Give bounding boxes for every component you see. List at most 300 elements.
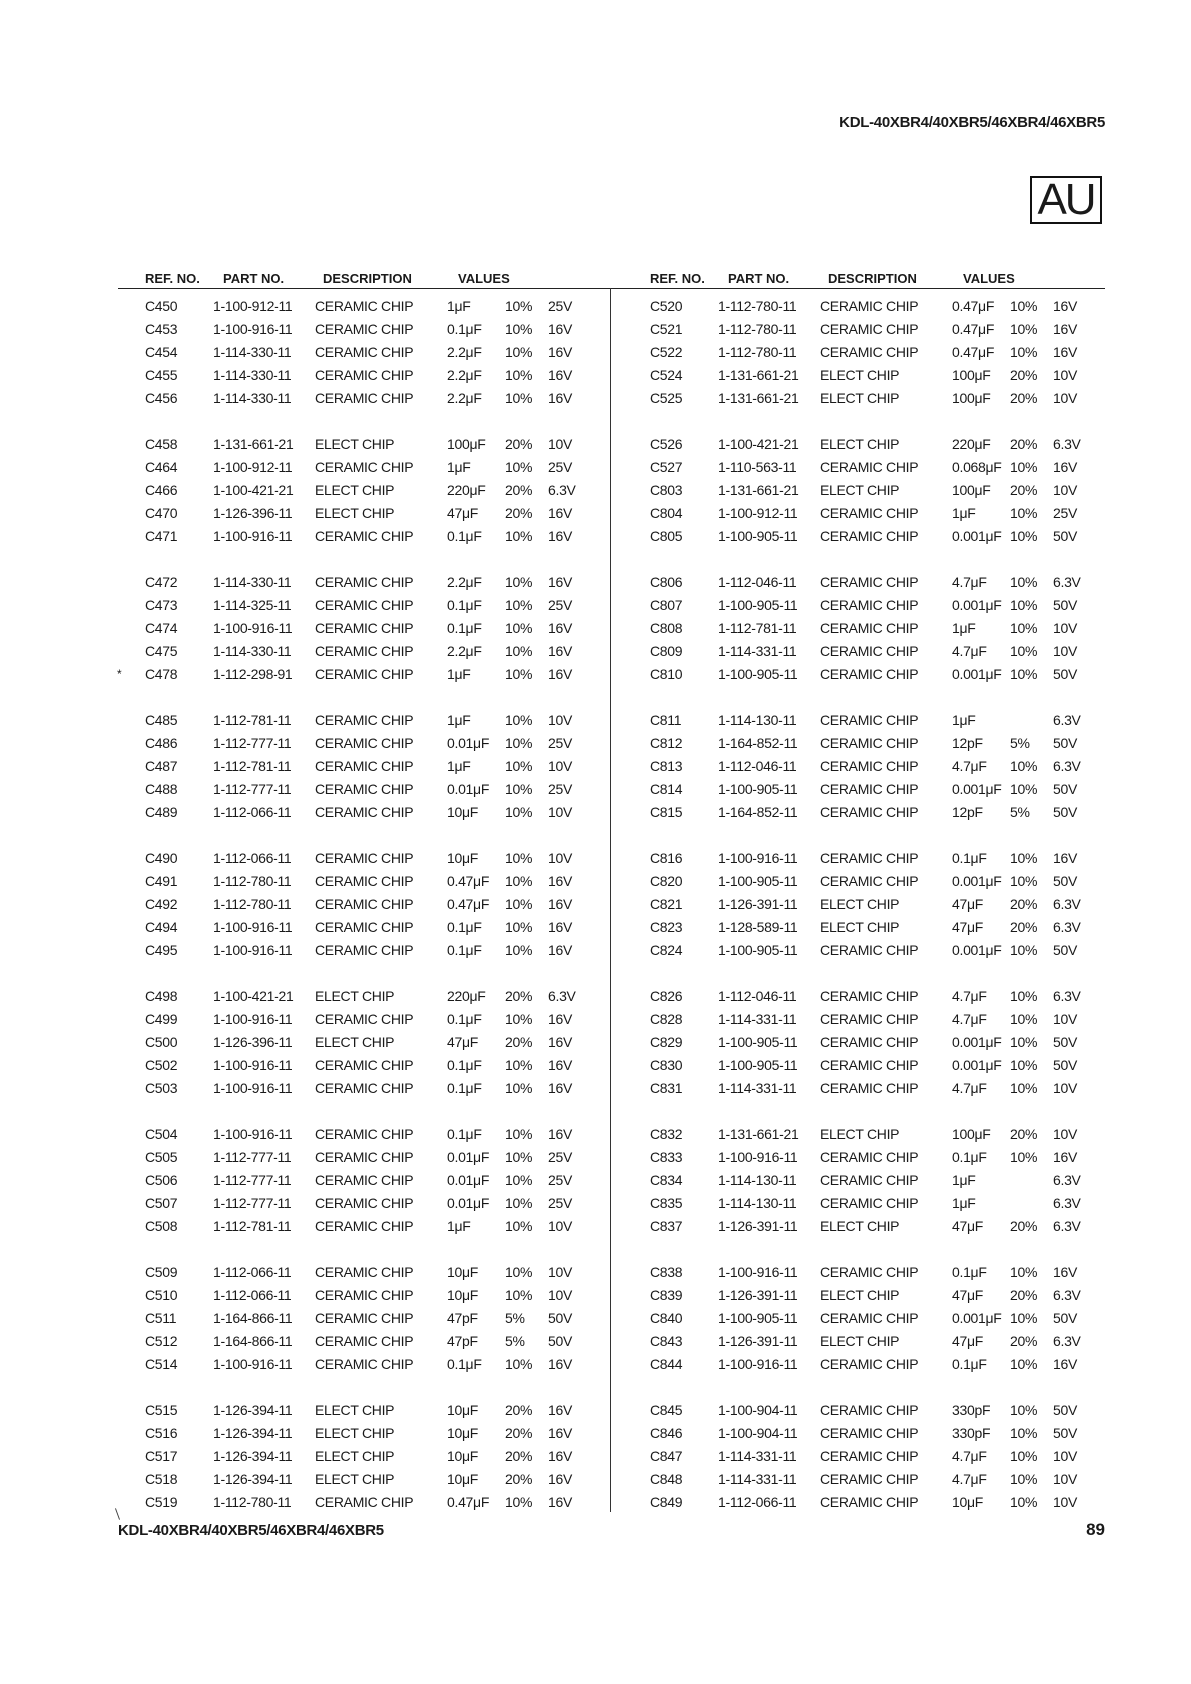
ref-no-cell: C811 <box>650 712 682 728</box>
part-no-cell: 1-126-396-11 <box>213 1034 293 1050</box>
tolerance-cell: 10% <box>505 597 533 613</box>
ref-no-cell: C803 <box>650 482 683 498</box>
value-cell: 2.2μF <box>447 367 482 383</box>
ref-no-cell: C472 <box>145 574 178 590</box>
voltage-cell: 6.3V <box>1053 574 1081 590</box>
description-cell: CERAMIC CHIP <box>820 298 919 314</box>
description-cell: CERAMIC CHIP <box>820 1149 919 1165</box>
table-row <box>145 1307 615 1330</box>
tolerance-cell: 10% <box>1010 1448 1038 1464</box>
part-no-cell: 1-100-905-11 <box>718 1310 798 1326</box>
ref-no-cell: C490 <box>145 850 178 866</box>
table-row <box>145 1123 615 1146</box>
value-cell: 0.1μF <box>447 1011 482 1027</box>
table-row <box>145 640 615 663</box>
ref-no-cell: C849 <box>650 1494 683 1510</box>
tolerance-cell: 10% <box>505 574 533 590</box>
voltage-cell: 50V <box>1053 1402 1078 1418</box>
description-cell: CERAMIC CHIP <box>315 1356 414 1372</box>
part-no-cell: 1-114-330-11 <box>213 367 292 383</box>
value-cell: 330pF <box>952 1402 991 1418</box>
part-no-cell: 1-112-781-11 <box>213 1218 292 1234</box>
table-row <box>650 801 1120 824</box>
part-no-cell: 1-112-066-11 <box>213 1264 292 1280</box>
ref-no-cell: C495 <box>145 942 178 958</box>
part-no-cell: 1-112-777-11 <box>213 1195 292 1211</box>
voltage-cell: 10V <box>1053 1126 1078 1142</box>
table-row <box>145 479 615 502</box>
part-no-cell: 1-126-394-11 <box>213 1471 293 1487</box>
value-cell: 47μF <box>447 505 478 521</box>
description-cell: CERAMIC CHIP <box>820 459 919 475</box>
description-cell: CERAMIC CHIP <box>820 942 919 958</box>
tolerance-cell: 10% <box>1010 873 1038 889</box>
description-cell: ELECT CHIP <box>820 1218 900 1234</box>
table-row <box>145 1054 615 1077</box>
table-row <box>650 1422 1120 1445</box>
voltage-cell: 16V <box>548 919 573 935</box>
description-cell: CERAMIC CHIP <box>820 1172 919 1188</box>
ref-no-cell: C519 <box>145 1494 178 1510</box>
description-cell: ELECT CHIP <box>315 436 395 452</box>
ref-no-cell: C474 <box>145 620 178 636</box>
part-no-cell: 1-131-661-21 <box>213 436 294 452</box>
part-group <box>145 1123 615 1238</box>
ref-no-cell: C843 <box>650 1333 683 1349</box>
description-cell: CERAMIC CHIP <box>315 1287 414 1303</box>
tolerance-cell: 10% <box>505 1218 533 1234</box>
value-cell: 2.2μF <box>447 390 482 406</box>
part-no-cell: 1-100-905-11 <box>718 666 798 682</box>
voltage-cell: 50V <box>1053 873 1078 889</box>
ref-no-cell: C478 <box>145 666 178 682</box>
value-cell: 10μF <box>447 1402 478 1418</box>
table-row <box>650 617 1120 640</box>
ref-no-cell: C830 <box>650 1057 683 1073</box>
table-row <box>145 1261 615 1284</box>
tolerance-cell: 10% <box>1010 666 1038 682</box>
table-row <box>145 1031 615 1054</box>
col-values-label: VALUES <box>963 271 1015 286</box>
value-cell: 2.2μF <box>447 344 482 360</box>
ref-no-cell: C502 <box>145 1057 178 1073</box>
value-cell: 10μF <box>447 1287 478 1303</box>
value-cell: 1μF <box>447 298 471 314</box>
ref-no-cell: C517 <box>145 1448 178 1464</box>
description-cell: CERAMIC CHIP <box>820 1034 919 1050</box>
part-group <box>145 847 615 962</box>
part-no-cell: 1-126-391-11 <box>718 1333 798 1349</box>
value-cell: 12pF <box>952 804 983 820</box>
description-cell: CERAMIC CHIP <box>315 528 414 544</box>
value-cell: 4.7μF <box>952 1471 987 1487</box>
description-cell: ELECT CHIP <box>820 896 900 912</box>
ref-no-cell: C491 <box>145 873 178 889</box>
table-row <box>145 1008 615 1031</box>
ref-no-cell: C466 <box>145 482 178 498</box>
voltage-cell: 25V <box>548 781 573 797</box>
description-cell: CERAMIC CHIP <box>820 1448 919 1464</box>
description-cell: CERAMIC CHIP <box>820 758 919 774</box>
table-row <box>650 1491 1120 1514</box>
value-cell: 0.1μF <box>447 620 482 636</box>
ref-no-cell: C527 <box>650 459 683 475</box>
description-cell: CERAMIC CHIP <box>315 1310 414 1326</box>
description-cell: CERAMIC CHIP <box>820 850 919 866</box>
ref-no-cell: C814 <box>650 781 683 797</box>
part-no-cell: 1-100-905-11 <box>718 873 798 889</box>
table-row <box>650 571 1120 594</box>
table-row <box>650 479 1120 502</box>
ref-no-cell: C518 <box>145 1471 178 1487</box>
table-row <box>145 1215 615 1238</box>
table-row <box>145 1169 615 1192</box>
voltage-cell: 50V <box>1053 1425 1078 1441</box>
ref-no-cell: C815 <box>650 804 683 820</box>
voltage-cell: 10V <box>548 712 573 728</box>
table-row <box>145 778 615 801</box>
tolerance-cell: 20% <box>1010 390 1038 406</box>
tolerance-cell: 5% <box>1010 735 1030 751</box>
description-cell: CERAMIC CHIP <box>820 643 919 659</box>
column-header-right <box>650 271 1120 287</box>
tolerance-cell: 10% <box>1010 1471 1038 1487</box>
value-cell: 0.01μF <box>447 735 490 751</box>
tolerance-cell: 20% <box>505 1471 533 1487</box>
description-cell: CERAMIC CHIP <box>315 643 414 659</box>
description-cell: CERAMIC CHIP <box>820 1011 919 1027</box>
description-cell: CERAMIC CHIP <box>820 1080 919 1096</box>
ref-no-cell: C505 <box>145 1149 178 1165</box>
voltage-cell: 10V <box>548 804 573 820</box>
table-row <box>650 755 1120 778</box>
description-cell: CERAMIC CHIP <box>315 873 414 889</box>
voltage-cell: 10V <box>1053 482 1078 498</box>
ref-no-cell: C507 <box>145 1195 178 1211</box>
description-cell: ELECT CHIP <box>315 505 395 521</box>
voltage-cell: 50V <box>1053 1034 1078 1050</box>
description-cell: CERAMIC CHIP <box>820 735 919 751</box>
table-row <box>145 502 615 525</box>
part-no-cell: 1-100-916-11 <box>718 1149 798 1165</box>
ref-no-cell: C526 <box>650 436 683 452</box>
voltage-cell: 10V <box>1053 1011 1078 1027</box>
ref-no-cell: C500 <box>145 1034 178 1050</box>
part-no-cell: 1-100-421-21 <box>213 988 294 1004</box>
tolerance-cell: 10% <box>505 942 533 958</box>
description-cell: ELECT CHIP <box>315 1471 395 1487</box>
part-no-cell: 1-100-916-11 <box>213 1356 293 1372</box>
table-row <box>650 1445 1120 1468</box>
part-no-cell: 1-112-777-11 <box>213 735 292 751</box>
ref-no-cell: C454 <box>145 344 178 360</box>
value-cell: 0.001μF <box>952 1034 1002 1050</box>
part-no-cell: 1-112-781-11 <box>213 712 292 728</box>
voltage-cell: 50V <box>1053 735 1078 751</box>
ref-no-cell: C453 <box>145 321 178 337</box>
ref-no-cell: C489 <box>145 804 178 820</box>
description-cell: CERAMIC CHIP <box>820 597 919 613</box>
table-row <box>650 916 1120 939</box>
value-cell: 0.1μF <box>447 597 482 613</box>
value-cell: 330pF <box>952 1425 991 1441</box>
table-row <box>145 594 615 617</box>
tolerance-cell: 10% <box>505 1080 533 1096</box>
ref-no-cell: C524 <box>650 367 683 383</box>
description-cell: CERAMIC CHIP <box>315 666 414 682</box>
ref-no-cell: C458 <box>145 436 178 452</box>
table-row <box>145 939 615 962</box>
description-cell: CERAMIC CHIP <box>820 712 919 728</box>
description-cell: ELECT CHIP <box>820 1333 900 1349</box>
tolerance-cell: 10% <box>505 896 533 912</box>
tolerance-cell: 10% <box>505 459 533 475</box>
description-cell: CERAMIC CHIP <box>315 896 414 912</box>
part-group <box>145 709 615 824</box>
ref-no-cell: C806 <box>650 574 683 590</box>
description-cell: CERAMIC CHIP <box>820 1195 919 1211</box>
description-cell: CERAMIC CHIP <box>820 620 919 636</box>
part-group <box>650 847 1120 962</box>
tolerance-cell: 10% <box>1010 1425 1038 1441</box>
tolerance-cell: 20% <box>1010 1126 1038 1142</box>
table-row <box>145 318 615 341</box>
voltage-cell: 16V <box>548 1356 573 1372</box>
part-no-cell: 1-112-066-11 <box>213 804 292 820</box>
ref-no-cell: C522 <box>650 344 683 360</box>
part-group <box>650 433 1120 548</box>
table-row <box>650 709 1120 732</box>
part-no-cell: 1-100-916-11 <box>213 1011 293 1027</box>
value-cell: 47μF <box>447 1034 478 1050</box>
ref-no-cell: C848 <box>650 1471 683 1487</box>
table-row <box>145 1330 615 1353</box>
model-number-footer: KDL-40XBR4/40XBR5/46XBR4/46XBR5 <box>118 1522 384 1539</box>
voltage-cell: 6.3V <box>548 482 576 498</box>
table-row <box>650 1353 1120 1376</box>
part-no-cell: 1-114-325-11 <box>213 597 292 613</box>
ref-no-cell: C833 <box>650 1149 683 1165</box>
voltage-cell: 25V <box>548 1172 573 1188</box>
part-no-cell: 1-126-394-11 <box>213 1425 293 1441</box>
description-cell: CERAMIC CHIP <box>820 321 919 337</box>
voltage-cell: 10V <box>1053 1471 1078 1487</box>
voltage-cell: 50V <box>1053 1057 1078 1073</box>
part-no-cell: 1-100-916-11 <box>213 919 293 935</box>
table-row <box>145 1399 615 1422</box>
part-no-cell: 1-100-912-11 <box>718 505 798 521</box>
table-row <box>650 341 1120 364</box>
table-row <box>145 525 615 548</box>
ref-no-cell: C456 <box>145 390 178 406</box>
table-row <box>145 1445 615 1468</box>
part-no-cell: 1-114-330-11 <box>213 390 292 406</box>
ref-no-cell: C486 <box>145 735 178 751</box>
value-cell: 47μF <box>952 896 983 912</box>
value-cell: 0.068μF <box>952 459 1002 475</box>
tolerance-cell: 20% <box>1010 1287 1038 1303</box>
ref-no-cell: C810 <box>650 666 683 682</box>
ref-no-cell: C506 <box>145 1172 178 1188</box>
part-no-cell: 1-112-046-11 <box>718 574 797 590</box>
table-row <box>650 732 1120 755</box>
tolerance-cell: 10% <box>1010 1402 1038 1418</box>
tolerance-cell: 20% <box>505 1425 533 1441</box>
ref-no-cell: C492 <box>145 896 178 912</box>
part-no-cell: 1-114-130-11 <box>718 712 797 728</box>
description-cell: CERAMIC CHIP <box>820 1356 919 1372</box>
tolerance-cell: 10% <box>505 758 533 774</box>
value-cell: 2.2μF <box>447 643 482 659</box>
voltage-cell: 50V <box>1053 528 1078 544</box>
col-part-label: PART NO. <box>728 271 790 286</box>
part-no-cell: 1-100-904-11 <box>718 1425 798 1441</box>
voltage-cell: 50V <box>1053 942 1078 958</box>
part-no-cell: 1-100-916-11 <box>213 1126 293 1142</box>
value-cell: 10μF <box>447 1448 478 1464</box>
voltage-cell: 25V <box>548 735 573 751</box>
part-no-cell: 1-114-331-11 <box>718 1011 797 1027</box>
ref-no-cell: C473 <box>145 597 178 613</box>
tolerance-cell: 10% <box>505 666 533 682</box>
table-row <box>145 387 615 410</box>
value-cell: 47pF <box>447 1310 478 1326</box>
description-cell: ELECT CHIP <box>315 482 395 498</box>
voltage-cell: 16V <box>548 1126 573 1142</box>
part-group <box>117 571 615 686</box>
table-row <box>145 893 615 916</box>
part-no-cell: 1-112-066-11 <box>213 1287 292 1303</box>
value-cell: 220μF <box>447 482 486 498</box>
description-cell: ELECT CHIP <box>820 367 900 383</box>
value-cell: 47pF <box>447 1333 478 1349</box>
voltage-cell: 25V <box>1053 505 1078 521</box>
voltage-cell: 6.3V <box>1053 758 1081 774</box>
tolerance-cell: 10% <box>1010 298 1038 314</box>
voltage-cell: 6.3V <box>1053 1218 1081 1234</box>
ref-no-cell: C510 <box>145 1287 178 1303</box>
voltage-cell: 16V <box>1053 344 1078 360</box>
tolerance-cell: 20% <box>1010 1218 1038 1234</box>
value-cell: 220μF <box>447 988 486 1004</box>
voltage-cell: 16V <box>1053 1264 1078 1280</box>
part-group <box>650 985 1120 1100</box>
table-row <box>650 456 1120 479</box>
description-cell: CERAMIC CHIP <box>315 367 414 383</box>
value-cell: 0.47μF <box>447 896 490 912</box>
tolerance-cell: 10% <box>505 735 533 751</box>
voltage-cell: 10V <box>1053 390 1078 406</box>
value-cell: 47μF <box>952 919 983 935</box>
table-row <box>145 801 615 824</box>
voltage-cell: 6.3V <box>1053 1287 1081 1303</box>
voltage-cell: 16V <box>548 367 573 383</box>
voltage-cell: 6.3V <box>1053 988 1081 1004</box>
description-cell: ELECT CHIP <box>315 1448 395 1464</box>
table-row <box>650 295 1120 318</box>
value-cell: 0.1μF <box>447 528 482 544</box>
voltage-cell: 6.3V <box>1053 896 1081 912</box>
description-cell: CERAMIC CHIP <box>315 390 414 406</box>
tolerance-cell: 10% <box>505 321 533 337</box>
tolerance-cell: 10% <box>1010 758 1038 774</box>
table-row <box>650 433 1120 456</box>
tolerance-cell: 20% <box>1010 1333 1038 1349</box>
part-no-cell: 1-112-780-11 <box>718 321 797 337</box>
value-cell: 1μF <box>447 758 471 774</box>
ref-no-cell: C455 <box>145 367 178 383</box>
value-cell: 0.1μF <box>447 1080 482 1096</box>
voltage-cell: 16V <box>548 1034 573 1050</box>
description-cell: CERAMIC CHIP <box>315 1264 414 1280</box>
part-no-cell: 1-100-912-11 <box>213 459 293 475</box>
voltage-cell: 16V <box>548 666 573 682</box>
ref-no-cell: C514 <box>145 1356 178 1372</box>
value-cell: 0.01μF <box>447 1149 490 1165</box>
table-row <box>650 1146 1120 1169</box>
value-cell: 47μF <box>952 1287 983 1303</box>
part-no-cell: 1-131-661-21 <box>718 390 799 406</box>
table-row <box>145 916 615 939</box>
voltage-cell: 16V <box>548 1448 573 1464</box>
col-ref-label: REF. NO. <box>145 271 200 286</box>
value-cell: 100μF <box>952 390 991 406</box>
region-box: AU <box>1030 176 1102 224</box>
voltage-cell: 16V <box>548 390 573 406</box>
table-row <box>145 456 615 479</box>
tolerance-cell: 10% <box>1010 1034 1038 1050</box>
part-no-cell: 1-128-589-11 <box>718 919 798 935</box>
voltage-cell: 16V <box>548 1057 573 1073</box>
value-cell: 1μF <box>447 1218 471 1234</box>
value-cell: 0.47μF <box>447 873 490 889</box>
value-cell: 4.7μF <box>952 643 987 659</box>
ref-no-cell: C837 <box>650 1218 683 1234</box>
tolerance-cell: 10% <box>1010 1310 1038 1326</box>
ref-no-cell: C450 <box>145 298 178 314</box>
description-cell: CERAMIC CHIP <box>315 1126 414 1142</box>
part-no-cell: 1-112-780-11 <box>213 1494 292 1510</box>
table-row <box>145 1422 615 1445</box>
tolerance-cell: 20% <box>505 436 533 452</box>
description-cell: ELECT CHIP <box>315 1402 395 1418</box>
tolerance-cell: 10% <box>505 873 533 889</box>
description-cell: CERAMIC CHIP <box>315 321 414 337</box>
tolerance-cell: 10% <box>505 643 533 659</box>
tolerance-cell: 20% <box>505 1448 533 1464</box>
tolerance-cell: 10% <box>505 1149 533 1165</box>
tolerance-cell: 20% <box>505 1034 533 1050</box>
description-cell: CERAMIC CHIP <box>315 1057 414 1073</box>
table-row <box>650 1169 1120 1192</box>
part-group <box>650 1399 1120 1514</box>
voltage-cell: 10V <box>548 1287 573 1303</box>
value-cell: 100μF <box>952 482 991 498</box>
description-cell: ELECT CHIP <box>820 1126 900 1142</box>
description-cell: CERAMIC CHIP <box>315 1172 414 1188</box>
value-cell: 1μF <box>447 459 471 475</box>
description-cell: ELECT CHIP <box>820 390 900 406</box>
tolerance-cell: 10% <box>505 1356 533 1372</box>
tolerance-cell: 10% <box>1010 988 1038 1004</box>
ref-no-cell: C504 <box>145 1126 178 1142</box>
voltage-cell: 6.3V <box>1053 1195 1081 1211</box>
table-row <box>650 663 1120 686</box>
table-row <box>650 1077 1120 1100</box>
part-no-cell: 1-114-130-11 <box>718 1195 797 1211</box>
ref-no-cell: C847 <box>650 1448 683 1464</box>
voltage-cell: 50V <box>548 1333 573 1349</box>
